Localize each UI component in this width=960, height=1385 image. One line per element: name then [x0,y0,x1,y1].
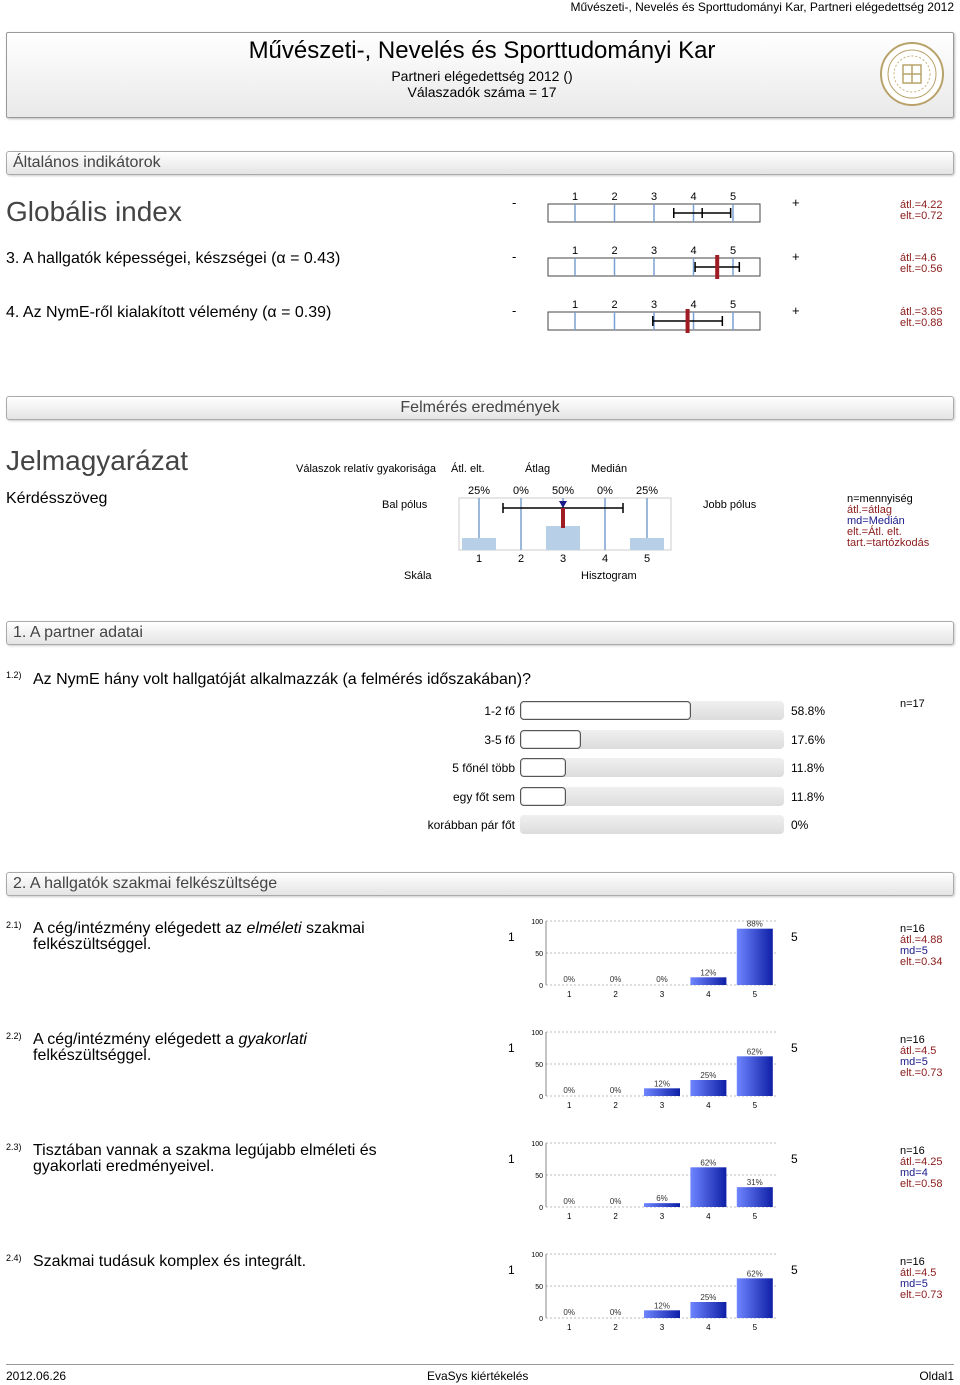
question-number: 2.1) [6,920,22,930]
respondent-count: Válaszadók száma = 17 [407,84,557,100]
x-tick-label: 3 [659,1323,665,1332]
right-pole: 5 [791,1041,798,1055]
x-tick-label: 4 [706,1323,711,1332]
legend-diagram [455,480,675,565]
footer-rule [6,1364,954,1365]
y-tick-label: 50 [535,1284,543,1291]
bar-value-label: 25% [700,1071,717,1080]
stat-median: md=4 [900,1167,928,1179]
x-tick-label: 4 [706,1212,711,1221]
bar-value-label: 6% [656,1194,668,1204]
legend-tart-def: tart.=tartózkodás [847,537,930,549]
x-tick-label: 5 [752,1212,758,1221]
bar-value-label: 0% [563,1308,575,1317]
scale-tick-label: 5 [729,245,737,257]
question-text: A cég/intézmény elégedett a gyakorlati felkészültséggel. [33,1031,307,1064]
question-text: A cég/intézmény elégedett az elméleti szakmai felkészültséggel. [33,920,365,953]
x-tick-label: 2 [613,990,618,999]
stat-n: n=16 [900,1145,925,1157]
y-tick-label: 0 [539,1316,543,1323]
scale-plus: + [792,249,800,264]
question-emphasis: gyakorlati [238,1031,307,1048]
x-tick-label: 5 [752,990,758,999]
histogram-bar [690,1302,726,1318]
section-general-indicators: Általános indikátorok [6,151,954,175]
x-tick-label: 2 [613,1101,618,1110]
indicator-scales [500,180,800,340]
bar-value-label: 12% [700,968,717,978]
legend-rel-freq: Válaszok relatív gyakorisága [296,463,437,475]
question-emphasis: elméleti [246,920,302,937]
option-label: korábban pár főt [427,818,515,832]
option-bar-track [520,815,784,834]
scale-tick-label: 3 [650,191,658,203]
histogram-bar [737,1278,773,1318]
scale-tick-label: 2 [611,245,618,257]
scale-minus: - [512,249,517,264]
x-tick-label: 3 [659,1101,665,1110]
legend-scale-tick: 2 [517,553,525,565]
histogram-bar [737,929,773,985]
bar-value-label: 0% [609,1197,622,1206]
y-tick-label: 0 [539,1205,543,1212]
legend-left-pole: Bal pólus [382,499,428,511]
median-marker [715,255,719,279]
stat-avg: átl.=4.5 [900,1267,937,1279]
university-seal-icon [879,41,945,107]
legend-histogram: Hisztogram [581,570,637,582]
running-header: Művészeti-, Nevelés és Sporttudományi Kar, Partneri elégedettség 2012 [570,0,954,14]
question-number: 2.3) [6,1142,22,1152]
scale-tick-label: 5 [729,299,737,311]
legend-hist-bar [462,538,496,550]
option-bar-fill [520,730,581,749]
bar-value-label: 12% [653,1079,671,1089]
histogram-chart [530,917,800,1007]
bar-value-label: 0% [563,1086,575,1095]
scale-tick-label: 3 [650,299,658,311]
y-tick-label: 0 [539,983,543,990]
left-pole: 1 [508,1263,515,1277]
bar-value-label: 62% [700,1158,717,1168]
title-box [6,32,954,118]
histogram-chart [530,1139,800,1229]
q12-n: n=17 [900,698,925,710]
option-label: 1-2 fő [484,704,515,718]
option-percent: 58.8% [791,704,826,718]
indicator-label-opinion: 4. Az NymE-ről kialakított vélemény (α = 0.39) [6,304,332,321]
scale-tick-label: 3 [650,245,658,257]
bar-value-label: 88% [746,919,763,929]
option-percent: 11.8% [791,789,825,804]
scale-minus: - [512,303,517,318]
y-tick-label: 100 [531,1141,543,1148]
y-tick-label: 100 [531,919,543,926]
opinion-dev: elt.=0.88 [900,317,943,329]
x-tick-label: 5 [752,1101,758,1110]
histogram-chart [530,1028,800,1118]
x-tick-label: 1 [566,1101,572,1110]
histogram-bar [690,1080,726,1096]
legend-median-marker [561,508,565,528]
y-tick-label: 50 [535,951,543,958]
bar-value-label: 0% [609,975,622,984]
legend-n-def: n=mennyiség [847,493,913,505]
stat-n: n=16 [900,1256,925,1268]
legend-right-pole: Jobb pólus [703,499,757,511]
scale-tick-label: 2 [611,299,618,311]
option-percent: 17.6% [791,732,826,747]
legend-hist-bar [630,538,664,550]
stat-avg: átl.=4.88 [900,934,943,946]
option-label: 3-5 fő [484,732,515,747]
footer-date: 2012.06.26 [6,1369,67,1383]
stat-dev: elt.=0.73 [900,1289,943,1301]
scale-tick-label: 4 [690,245,697,257]
x-tick-label: 2 [613,1212,618,1221]
survey-subtitle: Partneri elégedettség 2012 () [391,68,573,84]
page-title: Művészeti-, Nevelés és Sporttudományi Kar [248,37,716,64]
left-pole: 1 [508,1152,515,1166]
section-survey-results: Felmérés eredmények [6,396,954,420]
scale-plus: + [792,303,800,318]
skills-avg: átl.=4.6 [900,252,937,264]
legend-dev-def: elt.=Átl. elt. [847,526,902,538]
scale-tick-label: 2 [611,191,618,203]
bar-value-label: 0% [609,1308,622,1317]
histogram-bar [690,977,726,985]
bar-value-label: 25% [700,1293,717,1302]
scale-tick-label: 4 [690,191,697,203]
left-pole: 1 [508,930,515,944]
footer-page: Oldal1 [919,1369,954,1383]
legend-md-def: md=Medián [847,515,905,527]
scale-tick-label: 4 [690,299,697,311]
legend-percent: 50% [551,485,575,497]
q12-number: 1.2) [6,670,22,680]
question-text: Tisztában vannak a szakma legújabb elméleti és gyakorlati eredményeivel. [33,1142,377,1175]
histogram-bar [690,1167,726,1207]
legend-percent: 0% [597,485,613,497]
skills-dev: elt.=0.56 [900,263,943,275]
legend-median: Medián [591,463,628,475]
indicator-label-global: Globális index [6,196,182,227]
legend-avg: Átlag [525,463,551,475]
bar-value-label: 12% [653,1301,671,1311]
right-pole: 5 [791,1152,798,1166]
median-marker [686,309,690,333]
legend-scale-tick: 4 [601,553,609,565]
bar-value-label: 0% [609,1086,622,1095]
stat-avg: átl.=4.25 [900,1156,943,1168]
scale-minus: - [512,195,517,210]
bar-value-label: 62% [746,1047,763,1057]
histogram-bar [737,1187,773,1207]
indicator-label-skills: 3. A hallgatók képességei, készségei (α = 0.43) [6,250,341,267]
stat-dev: elt.=0.73 [900,1067,943,1079]
legend-scale-tick: 5 [643,553,651,565]
bar-value-label: 0% [656,975,668,984]
x-tick-label: 1 [566,990,572,999]
stat-dev: elt.=0.34 [900,956,943,968]
scale-tick-label: 5 [729,191,737,203]
option-bar-fill [520,701,691,720]
bar-value-label: 0% [563,1197,575,1206]
legend-avg-def: átl.=átlag [847,504,892,516]
x-tick-label: 5 [752,1323,758,1332]
section-professional-skills: 2. A hallgatók szakmai felkészültsége [6,872,954,896]
legend-scale-tick: 3 [559,553,567,565]
histogram-bar [644,1088,680,1096]
question-number: 2.4) [6,1253,22,1263]
bar-value-label: 62% [746,1269,763,1279]
y-tick-label: 0 [539,1094,543,1101]
x-tick-label: 4 [706,990,711,999]
x-tick-label: 3 [659,1212,665,1221]
option-bar-fill [520,758,566,777]
x-tick-label: 4 [706,1101,711,1110]
y-tick-label: 50 [535,1062,543,1069]
x-tick-label: 3 [659,990,665,999]
scale-plus: + [792,195,800,210]
stat-median: md=5 [900,945,928,957]
y-tick-label: 50 [535,1173,543,1180]
stat-dev: elt.=0.58 [900,1178,943,1190]
x-tick-label: 1 [566,1323,572,1332]
global-dev: elt.=0.72 [900,210,943,222]
legend-scale: Skála [404,570,432,582]
legend-scale-tick: 1 [475,553,483,565]
option-bar-fill [520,787,566,806]
histogram-bar [644,1310,680,1318]
legend-percent: 25% [467,485,491,497]
x-tick-label: 2 [613,1323,618,1332]
x-tick-label: 1 [566,1212,572,1221]
scale-tick-label: 1 [571,245,579,257]
bar-value-label: 0% [563,975,575,984]
footer-center: EvaSys kiértékelés [427,1369,529,1383]
right-pole: 5 [791,1263,798,1277]
scale-tick-label: 1 [571,191,579,203]
q12-text: Az NymE hány volt hallgatóját alkalmazzák (a felmérés időszakában)? [33,671,532,688]
left-pole: 1 [508,1041,515,1055]
legend-percent: 25% [635,485,659,497]
y-tick-label: 100 [531,1030,543,1037]
scale-tick-label: 1 [571,299,579,311]
histogram-bar [644,1203,680,1207]
bar-value-label: 31% [746,1178,763,1188]
stat-n: n=16 [900,1034,925,1046]
global-avg: átl.=4.22 [900,199,943,211]
legend-std: Átl. elt. [451,463,485,475]
legend-percent: 0% [513,485,529,497]
stat-avg: átl.=4.5 [900,1045,937,1057]
stat-median: md=5 [900,1056,928,1068]
histogram-bar [737,1056,773,1096]
stat-n: n=16 [900,923,925,935]
y-tick-label: 100 [531,1252,543,1259]
option-label: 5 főnél több [452,761,515,775]
option-percent: 0% [791,818,809,832]
legend-hist-bar [546,526,580,550]
section-partner-data: 1. A partner adatai [6,621,954,645]
legend-question-text: Kérdésszöveg [6,490,108,507]
legend-title: Jelmagyarázat [6,445,189,476]
right-pole: 5 [791,930,798,944]
option-label: egy főt sem [452,789,515,804]
opinion-avg: átl.=3.85 [900,306,943,318]
question-number: 2.2) [6,1031,22,1041]
option-percent: 11.8% [791,761,825,775]
question-text: Szakmai tudásuk komplex és integrált. [33,1253,307,1270]
stat-median: md=5 [900,1278,928,1290]
histogram-chart [530,1250,800,1340]
